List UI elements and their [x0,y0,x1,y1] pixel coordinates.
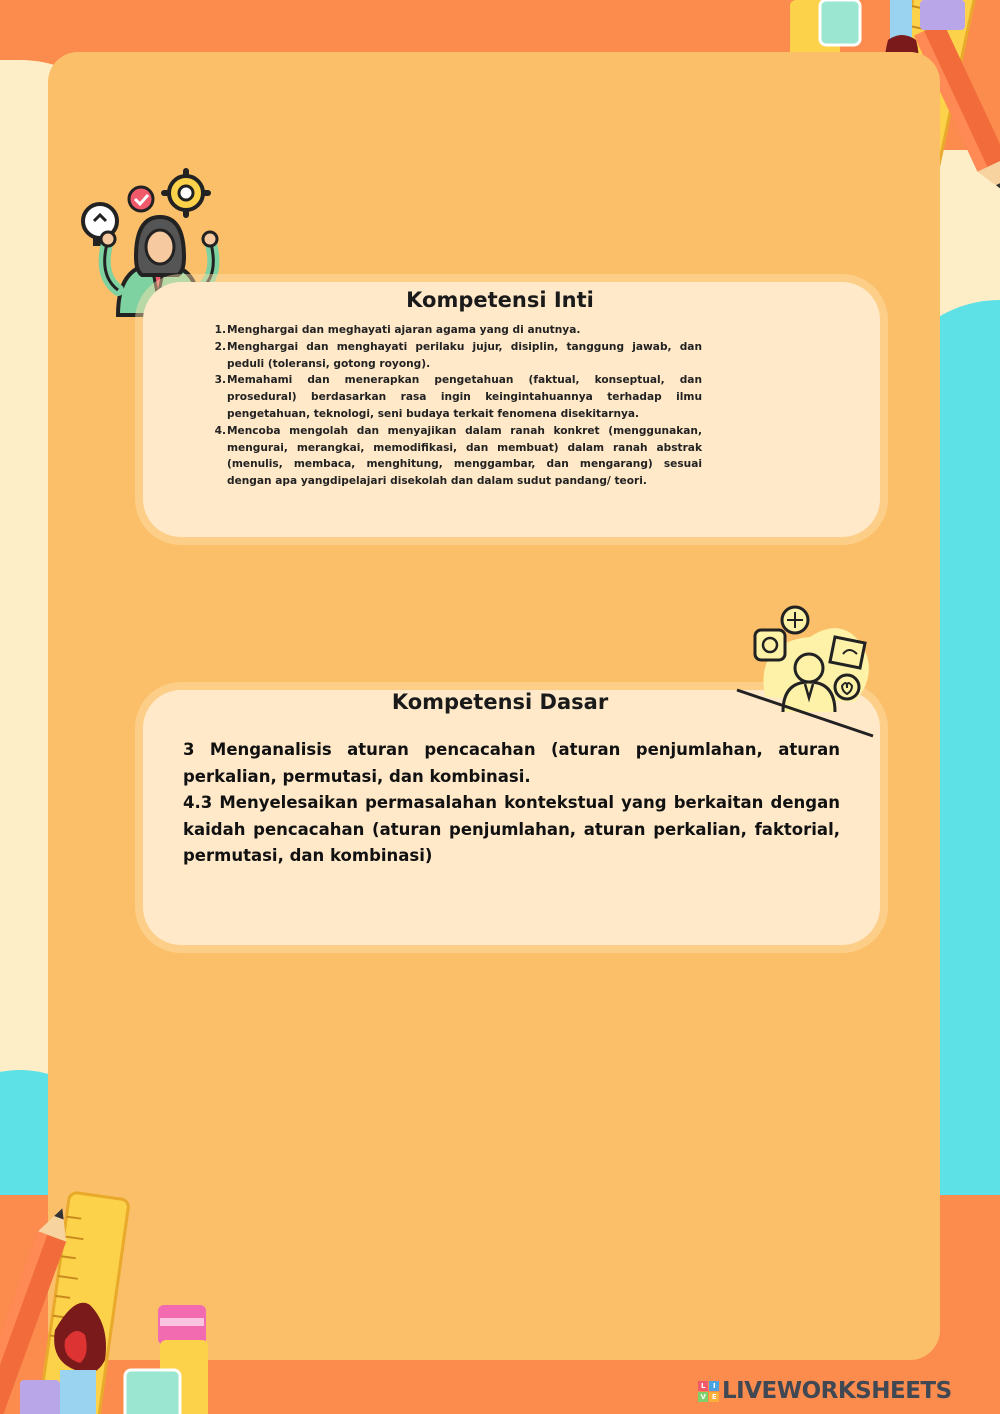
list-item-number: 3. [214,374,226,387]
list-item [212,423,702,490]
list-item-text: Memahami dan menerapkan pengetahuan (faktual, konseptual, dan prosedural) berdasarkan rasa ingin keingintahuannya terhadap ilmu pengetahuan, teknologi, seni budaya terkait fenomena disekitarnya. [227,374,702,420]
kompetensi-dasar-paragraph: 3 Menganalisis aturan pencacahan (aturan penjumlahan, aturan perkalian, permutasi, dan kombinasi. [183,740,840,786]
kompetensi-dasar-title: Kompetensi Dasar [391,690,609,714]
list-item [212,322,702,339]
logo-box-icon: L I V E [698,1381,719,1402]
list-item-number: 1. [214,324,226,336]
kompetensi-inti-title: Kompetensi Inti [406,288,594,312]
liveworksheets-logo [698,1378,952,1404]
list-item-number: 2. [214,340,226,353]
logo-text: LIVEWORKSHEETS [722,1378,952,1404]
kompetensi-dasar-paragraph: 4.3 Menyelesaikan permasalahan kontekstual yang berkaitan dengan kaidah pencacahan (aturan penjumlahan, aturan perkalian, faktorial, permutasi, dan kombinasi) [183,793,840,865]
kompetensi-inti-list [212,322,702,490]
stationery-bottom-left-icon [0,1190,230,1414]
list-item-number: 4. [214,424,226,437]
list-item-text: Mencoba mengolah dan menyajikan dalam ranah konkret (menggunakan, mengurai, merangkai, memodifikasi, dan membuat) dalam ranah abstrak (menulis, membaca, menghitung, menggambar, dan mengarang) sesuai dengan apa yangdipelajari disekolah dan dalam sudut pandang/ teori. [227,424,702,488]
list-item-text: Menghargai dan menghayati perilaku jujur, disiplin, tanggung jawab, dan peduli (toleransi, gotong royong). [227,340,702,370]
social-person-icon [735,602,880,742]
list-item-text: Menghargai dan meghayati ajaran agama yang di anutnya. [227,324,581,336]
kompetensi-dasar-text [183,737,840,870]
list-item [212,339,702,373]
list-item [212,372,702,422]
